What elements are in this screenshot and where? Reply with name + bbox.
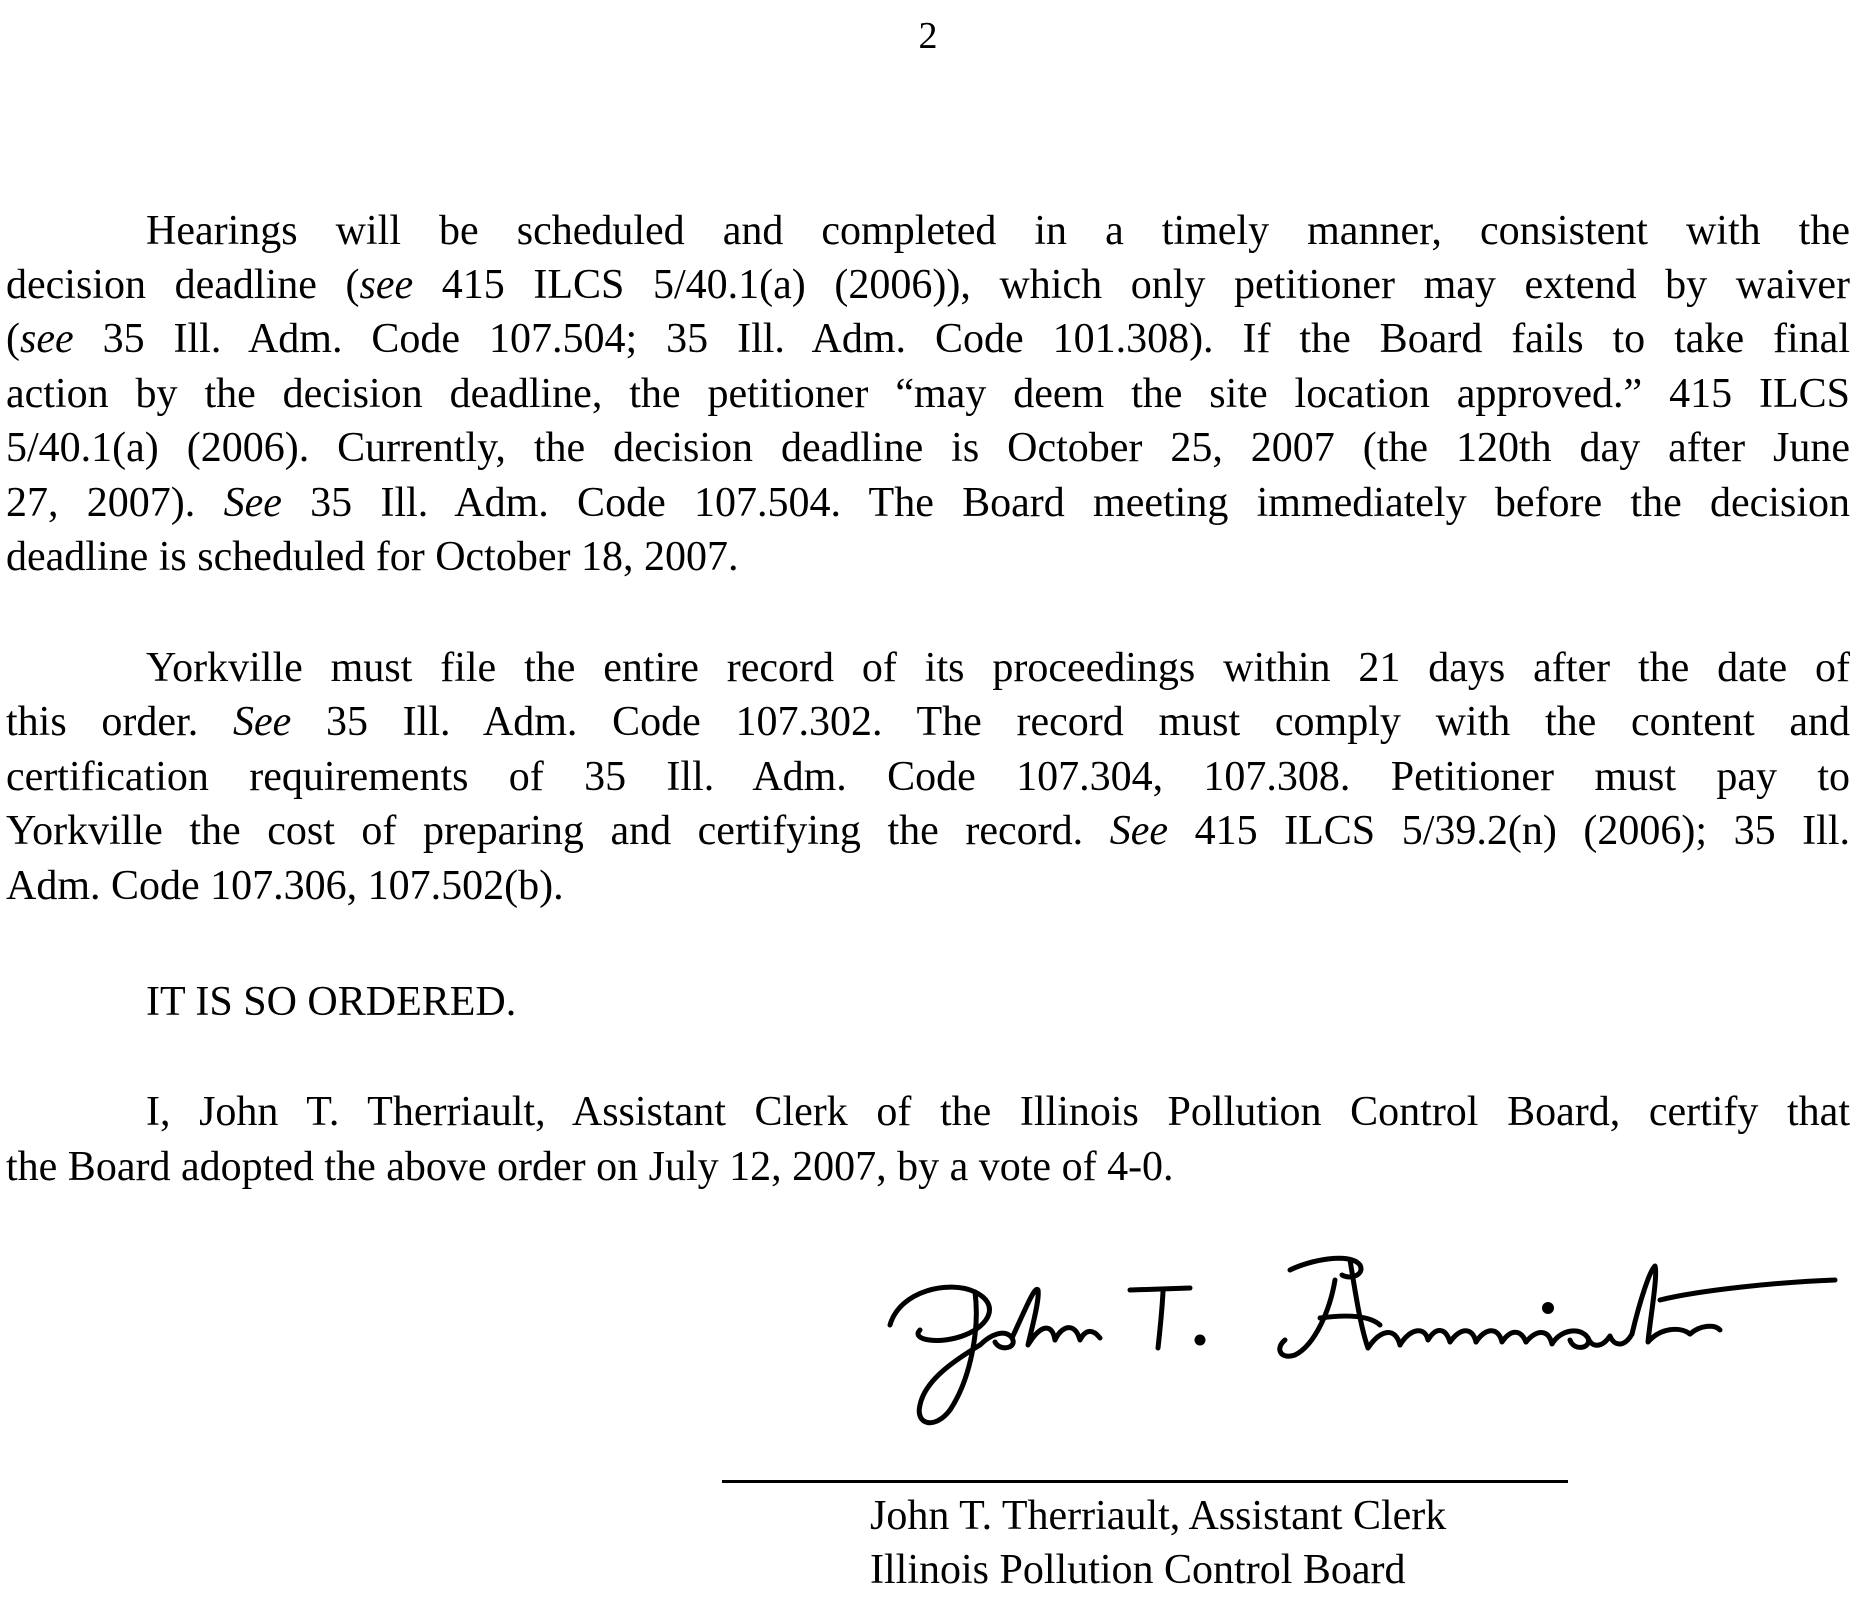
paragraph-1-line-2: decision deadline (see 415 ILCS 5/40.1(a) (2006)), which only petitioner may extend by waiver [6,262,1851,308]
certification-line-2: the Board adopted the above order on July 12, 2007, by a vote of 4-0. [6,1144,1174,1190]
page-number: 2 [918,15,938,57]
signature-rule [722,1480,1568,1483]
signer-organization: Illinois Pollution Control Board [870,1547,1406,1593]
signer-name-title: John T. Therriault, Assistant Clerk [870,1493,1447,1539]
paragraph-2-line-3: certification requirements of 35 Ill. Adm. Code 107.304, 107.308. Petitioner must pay to [6,754,1850,800]
paragraph-1-line-6: 27, 2007). See 35 Ill. Adm. Code 107.504. The Board meeting immediately before the decision [6,480,1850,526]
paragraph-2-line-2: this order. See 35 Ill. Adm. Code 107.302. The record must comply with the content and [6,699,1850,745]
so-ordered-line: IT IS SO ORDERED. [146,979,517,1025]
paragraph-2-line-5: Adm. Code 107.306, 107.502(b). [6,863,564,909]
paragraph-1-line-4: action by the decision deadline, the petitioner “may deem the site location approved.” 415 ILCS [6,371,1850,417]
paragraph-1-line-7: deadline is scheduled for October 18, 2007. [6,534,739,580]
paragraph-1-line-5: 5/40.1(a) (2006). Currently, the decision deadline is October 25, 2007 (the 120th day after June [6,425,1850,471]
certification-line-1: I, John T. Therriault, Assistant Clerk of the Illinois Pollution Control Board, certify that [146,1089,1850,1135]
paragraph-1-line-1: Hearings will be scheduled and completed in a timely manner, consistent with the [146,208,1850,254]
handwritten-signature [880,1230,1840,1440]
paragraph-1-line-3: (see 35 Ill. Adm. Code 107.504; 35 Ill. Adm. Code 101.308). If the Board fails to take final [6,316,1850,362]
paragraph-2-line-1: Yorkville must file the entire record of its proceedings within 21 days after the date of [146,645,1850,691]
paragraph-2-line-4: Yorkville the cost of preparing and certifying the record. See 415 ILCS 5/39.2(n) (2006); 35 Ill. [6,808,1851,854]
